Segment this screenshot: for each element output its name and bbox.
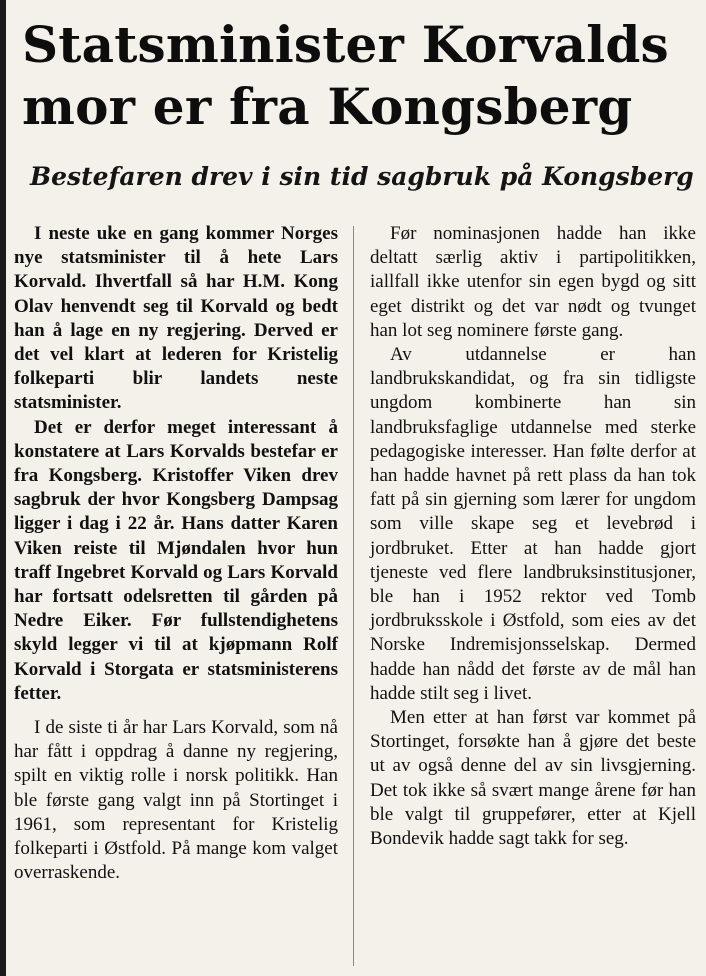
- article-column-right: [370, 222, 696, 851]
- right-paragraph-3: Men etter at han først var kommet på Stortinget, forsøkte han å gjøre det beste ut av også denne del av sin livsgjerning. Det tok ikke så svært mange årene før han ble valgt til gruppefører, etter at Kjell Bondevik hadde sagt takk for seg.: [370, 707, 696, 850]
- left-paragraph-2: Det er derfor meget interessant å konstatere at Lars Korvalds bestefar er fra Kongsberg. Kristoffer Viken drev sagbruk der hvor Kongsberg Dampsag ligger i dag i 22 år. Hans datter Karen Viken reiste til Mjøndalen hvor hun traff Ingebret Korvald og Lars Korvald har fortsatt odelsretten til gården på Nedre Eiker. Før fullstendighetens skyld legger vi til at kjøpmann Rolf Korvald i Storgata er statsministerens fetter.: [14, 416, 338, 704]
- article-column-left: [14, 222, 338, 885]
- clipping-edge: [0, 0, 6, 976]
- left-paragraph-1: I neste uke en gang kommer Norges nye statsminister til å hete Lars Korvald. Ihvertfall så har H.M. Kong Olav henvendt seg til Korvald og bedt han å lage en ny regjering. Derved er det vel klart at lederen for Kristelig folkeparti blir landets neste statsminister.: [14, 223, 338, 414]
- right-paragraph-2: Av utdannelse er han landbrukskandidat, og fra sin tidligste ungdom kombinerte han sin landbruksfaglige utdannelse med sterke pedagogiske interesser. Han følte derfor at han hadde havnet på rett plass da han tok fatt på sin gjerning som lærer for ungdom som ville skape seg et levebrød i jordbruket. Etter at han hadde gjort tjeneste ved flere landbruksinstitusjoner, ble han i 1952 rektor ved Tomb jordbruksskole i Østfold, som eies av det Norske Indremisjonsselskap. Dermed hadde han nådd det første av de mål han hadde stilt seg i livet.: [370, 344, 696, 704]
- column-divider: [353, 226, 354, 966]
- subheadline: Bestefaren drev i sin tid sagbruk på Kongsberg: [30, 162, 694, 191]
- left-paragraph-3: I de siste ti år har Lars Korvald, som nå har fått i oppdrag å danne ny regjering, spilt en viktig rolle i norsk politikk. Han ble første gang valgt inn på Stortinget i 1961, som representant for Kristelig folkeparti i Østfold. På mange kom valget overraskende.: [14, 717, 338, 884]
- right-paragraph-1: Før nominasjonen hadde han ikke deltatt særlig aktiv i partipolitikken, iallfall ikke utenfor sin egen bygd og sitt eget distrikt og det var nødt og tvunget han lot seg nominere første gang.: [370, 223, 696, 341]
- headline: Statsminister Korvalds mor er fra Kongsberg: [22, 15, 669, 136]
